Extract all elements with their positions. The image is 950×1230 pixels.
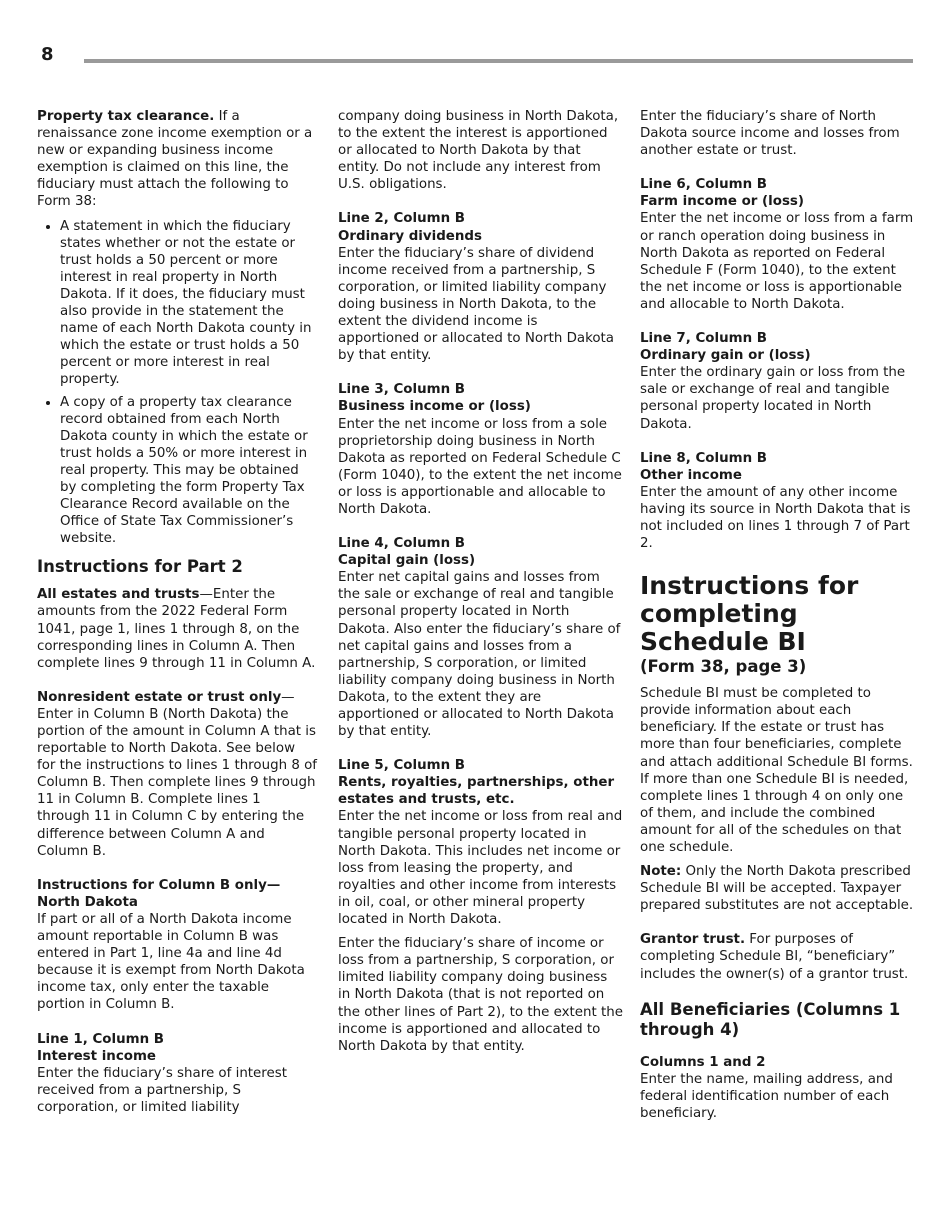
all-estates-para [37, 586, 317, 671]
line-5-label: Line 5, Column B [338, 758, 465, 774]
property-tax-clearance-text: If a renaissance zone income exemption or a new or expanding business income exemption is claimed on this line, the fiduciary must attach the following to Form 38: [37, 109, 313, 210]
all-beneficiaries-title: All Beneficiaries (Columns 1 through 4) [640, 999, 901, 1039]
requirements-list [37, 218, 317, 548]
list-item: • A statement in which the fiduciary states whether or not the estate or trust holds a 50 percent or more interest in real property in North Dakota. If it does, the fiduciary must also provide in the statement the name of each North Dakota county in which the estate or trust holds a 50 percent or more interest in real property. [60, 218, 317, 389]
line-4-text: Enter net capital gains and losses from the sale or exchange of real and tangible personal property located in North Dakota. Also enter the fiduciary’s share of net capital gains and losses from a partnership, S corporation, or limited liability company doing business in North Dakota, to the extent they are apportioned or allocated to North Dakota by that entity. [338, 570, 621, 740]
note-text: Only the North Dakota prescribed Schedule BI will be accepted. Taxpayer prepared substitutes are not acceptable. [640, 864, 914, 914]
page-number: 8 [41, 44, 54, 65]
grantor-trust-text: For purposes of completing Schedule BI, “beneficiary” includes the owner(s) of a grantor trust. [640, 932, 909, 982]
line-3-block [338, 381, 623, 518]
columns-1-2-text: Enter the name, mailing address, and federal identification number of each beneficiary. [640, 1071, 893, 1121]
nonresident-para [37, 689, 317, 860]
part2-section-title: Instructions for Part 2 [37, 557, 243, 577]
nonresident-heading: Nonresident estate or trust only [37, 689, 282, 705]
grantor-trust-para [640, 931, 920, 982]
line-5-title: Rents, royalties, partnerships, other estates and trusts, etc. [338, 775, 615, 808]
schedule-bi-subtitle: (Form 38, page 3) [640, 657, 807, 677]
column-b-heading: Instructions for Column B only—North Dakota [37, 877, 281, 910]
column-3 [640, 108, 920, 1139]
property-tax-clearance-para [37, 108, 317, 211]
line-2-title: Ordinary dividends [338, 228, 482, 244]
line-2-block [338, 210, 623, 364]
column-b-text: If part or all of a North Dakota income amount reportable in Column B was entered in Part 1, line 4a and line 4d because it is exempt from North Dakota income tax, only enter the taxable portion in Column B. [37, 911, 305, 1013]
grantor-trust-heading: Grantor trust. [640, 932, 746, 948]
line-7-label: Line 7, Column B [640, 331, 767, 347]
column-1 [37, 108, 317, 1133]
line-6-text: Enter the net income or loss from a farm or ranch operation doing business in North Dakota as reported on Federal Schedule F (Form 1040), to the extent the net income or loss is apportionable and allocable to North Dakota. [640, 211, 914, 312]
schedule-bi-text: Schedule BI must be completed to provide information about each beneficiary. If the estate or trust has more than four beneficiaries, complete and attach additional Schedule BI forms. If more than one Schedule BI is needed, complete lines 1 through 4 on only one of them, and include the combined amount for all of the schedules on that one schedule. [640, 686, 913, 855]
note-para [640, 863, 920, 914]
line-8-text: Enter the amount of any other income having its source in North Dakota that is not included on lines 1 through 7 of Part 2. [640, 484, 911, 552]
column-2 [338, 108, 623, 1072]
line-5-text-2: Enter the fiduciary’s share of income or loss from a partnership, S corporation, or limited liability company doing business in North Dakota (that is not reported on the other lines of Part 2), to the extent the income is apportioned and allocated to North Dakota by that entity. [338, 936, 623, 1054]
note-heading: Note: [640, 864, 682, 880]
line-3-label: Line 3, Column B [338, 382, 465, 398]
list-item: • A copy of a property tax clearance record obtained from each North Dakota county in which the estate or trust holds a 50% or more interest in real property. This may be obtained by completing the form Property Tax Clearance Record available on the Office of State Tax Commissioner’s website. [60, 394, 317, 548]
column-b-instructions [37, 877, 317, 1014]
all-estates-heading: All estates and trusts [37, 587, 200, 603]
line-7-block [640, 330, 920, 433]
header-rule [84, 59, 913, 63]
line-6-title: Farm income or (loss) [640, 194, 805, 210]
line-2-label: Line 2, Column B [338, 211, 465, 227]
line-7-title: Ordinary gain or (loss) [640, 348, 811, 364]
line-4-block [338, 535, 623, 740]
schedule-bi-title: Instructions for completing Schedule BI [640, 571, 859, 657]
line-4-label: Line 4, Column B [338, 536, 465, 552]
line-5-continued: Enter the fiduciary’s share of North Dakota source income and losses from another estate or trust. [640, 109, 900, 159]
line-6-label: Line 6, Column B [640, 177, 767, 193]
line-2-text: Enter the fiduciary’s share of dividend income received from a partnership, S corporation, or limited liability company doing business in North Dakota, to the extent the dividend income is apportioned or allocated to North Dakota by that entity. [338, 245, 615, 364]
line-1-label: Line 1, Column B [37, 1031, 164, 1047]
line-1-continued: company doing business in North Dakota, to the extent the interest is apportioned or allocated to North Dakota by that entity. Do not include any interest from U.S. obligations. [338, 109, 619, 193]
all-estates-text: —Enter the amounts from the 2022 Federal Form 1041, page 1, lines 1 through 8, on the corresponding lines in Column A. Then complete lines 9 through 11 in Column A. [37, 587, 316, 671]
line-6-block [640, 176, 920, 313]
line-1-text: Enter the fiduciary’s share of interest received from a partnership, S corporation, or limited liability [37, 1065, 287, 1115]
columns-1-2-block [640, 1054, 920, 1122]
line-8-block [640, 450, 920, 553]
line-8-label: Line 8, Column B [640, 450, 767, 466]
line-1-block [37, 1031, 317, 1116]
line-1-title: Interest income [37, 1048, 157, 1064]
columns-1-2-heading: Columns 1 and 2 [640, 1054, 766, 1070]
line-3-text: Enter the net income or loss from a sole proprietorship doing business in North Dakota as reported on Federal Schedule C (Form 1040), to the extent the net income or loss is apportionable and allocable to North Dakota. [338, 416, 622, 517]
line-5-block [338, 757, 623, 928]
nonresident-text: — Enter in Column B (North Dakota) the portion of the amount in Column A that is reportable to North Dakota. See below for the instructions to lines 1 through 8 of Column B. Then complete lines 9 through 11 in Column B. Complete lines 1 through 11 in Column C by entering the difference between Column A and Column B. [37, 689, 318, 859]
line-3-title: Business income or (loss) [338, 399, 531, 415]
line-7-text: Enter the ordinary gain or loss from the sale or exchange of real and tangible personal property located in North Dakota. [640, 365, 906, 432]
property-tax-clearance-heading: Property tax clearance. [37, 109, 215, 124]
line-5-text: Enter the net income or loss from real and tangible personal property located in North Dakota. This includes net income or loss from leasing the property, and royalties and other income from interests in oil, coal, or other mineral property located in North Dakota. [338, 809, 623, 928]
line-4-title: Capital gain (loss) [338, 553, 476, 569]
line-8-title: Other income [640, 467, 742, 483]
